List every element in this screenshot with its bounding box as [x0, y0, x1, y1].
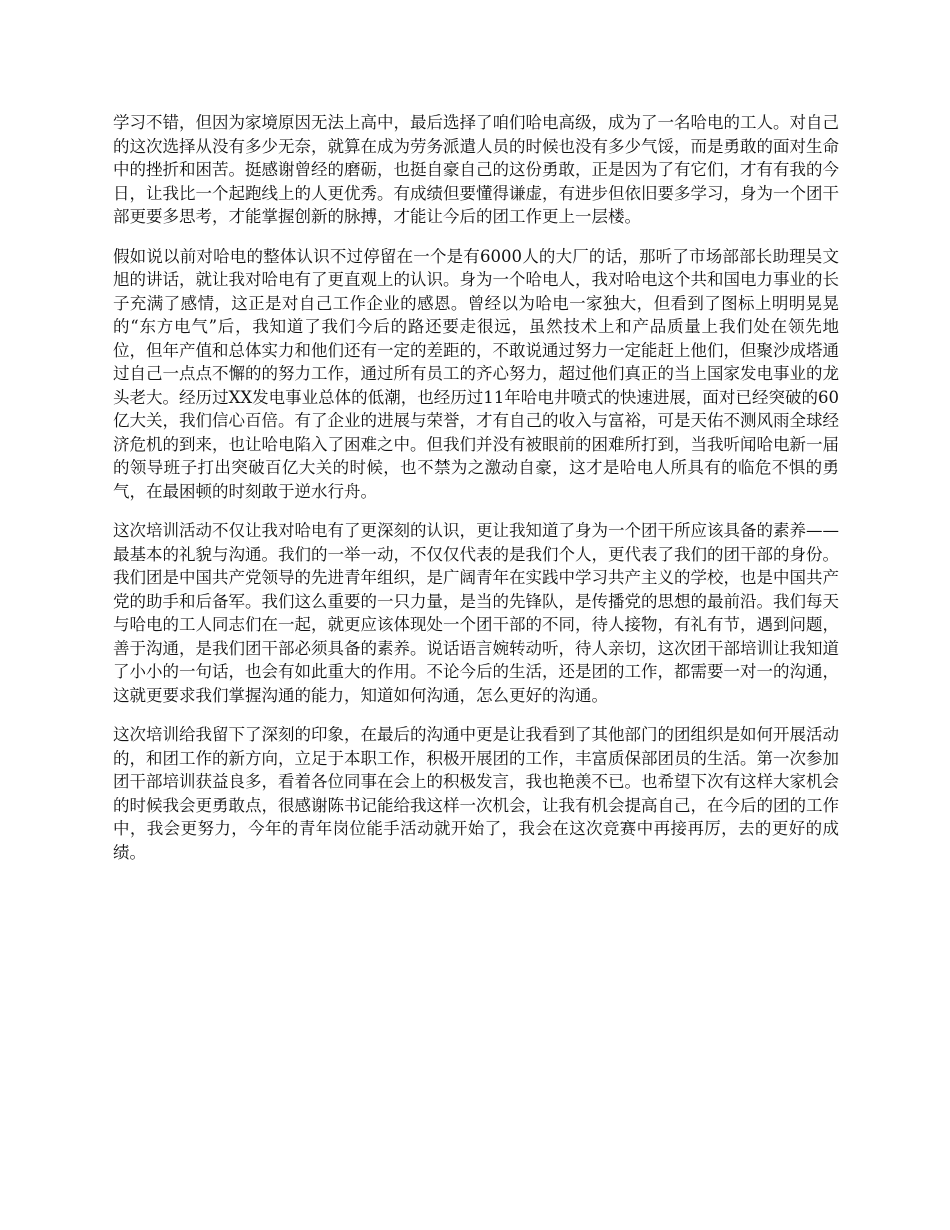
paragraph-3: 这次培训活动不仅让我对哈电有了更深刻的认识，更让我知道了身为一个团干所应该具备的素养——最基本的礼貌与沟通。我们的一举一动，不仅仅代表的是我们个人，更代表了我们的团干部的身份。我们团是中国共产党领导的先进青年组织，是广阔青年在实践中学习共产主义的学校，也是中国共产党的助手和后备军。我们这么重要的一只力量，是当的先锋队，是传播党的思想的最前沿。我们每天与哈电的工人同志们在一起，就更应该体现处一个团干部的不同，待人接物，有礼有节，遇到问题，善于沟通，是我们团干部必须具备的素养。说话语言婉转动听，待人亲切，这次团干部培训让我知道了小小的一句话，也会有如此重大的作用。不论今后的生活，还是团的工作，都需要一对一的沟通，这就更要求我们掌握沟通的能力，知道如何沟通，怎么更好的沟通。: [113, 521, 839, 705]
document-body: [113, 111, 839, 880]
paragraph-2: 假如说以前对哈电的整体认识不过停留在一个是有6000人的大厂的话，那听了市场部部长助理吴文旭的讲话，就让我对哈电有了更直观上的认识。身为一个哈电人，我对哈电这个共和国电力事业的长子充满了感情，这正是对自己工作企业的感恩。曾经以为哈电一家独大，但看到了图标上明明晃晃的“东方电气”后，我知道了我们今后的路还要走很远，虽然技术上和产品质量上我们处在领先地位，但年产值和总体实力和他们还有一定的差距的，不敢说通过努力一定能赶上他们，但聚沙成塔通过自己一点点不懈的的努力工作，通过所有员工的齐心努力，超过他们真正的当上国家发电事业的龙头老大。经历过XX发电事业总体的低潮，也经历过11年哈电井喷式的快速进展，面对已经突破的60亿大关，我们信心百倍。有了企业的进展与荣誉，才有自己的收入与富裕，可是天佑不测风雨全球经济危机的到来，也让哈电陷入了困难之中。但我们并没有被眼前的困难所打到，当我听闻哈电新一届的领导班子打出突破百亿大关的时候，也不禁为之激动自豪，这才是哈电人所具有的临危不惧的勇气，在最困顿的时刻敢于逆水行舟。: [113, 246, 839, 501]
paragraph-1: 学习不错，但因为家境原因无法上高中，最后选择了咱们哈电高级，成为了一名哈电的工人。对自己的这次选择从没有多少无奈，就算在成为劳务派遣人员的时候也没有多少气馁，而是勇敢的面对生命中的挫折和困苦。挺感谢曾经的磨砺，也挺自豪自己的这份勇敢，正是因为了有它们，才有有我的今日，让我比一个起跑线上的人更优秀。有成绩但要懂得谦虚，有进步但依旧要多学习，身为一个团干部更要多思考，才能掌握创新的脉搏，才能让今后的团工作更上一层楼。: [113, 113, 839, 226]
paragraph-4: 这次培训给我留下了深刻的印象，在最后的沟通中更是让我看到了其他部门的团组织是如何开展活动的，和团工作的新方向，立足于本职工作，积极开展团的工作，丰富质保部团员的生活。第一次参加团干部培训获益良多，看着各位同事在会上的积极发言，我也艳羡不已。也希望下次有这样大家机会的时候我会更勇敢点，很感谢陈书记能给我这样一次机会，让我有机会提高自己，在今后的团的工作中，我会更努力，今年的青年岗位能手活动就开始了，我会在这次竞赛中再接再厉，去的更好的成绩。: [113, 725, 839, 862]
